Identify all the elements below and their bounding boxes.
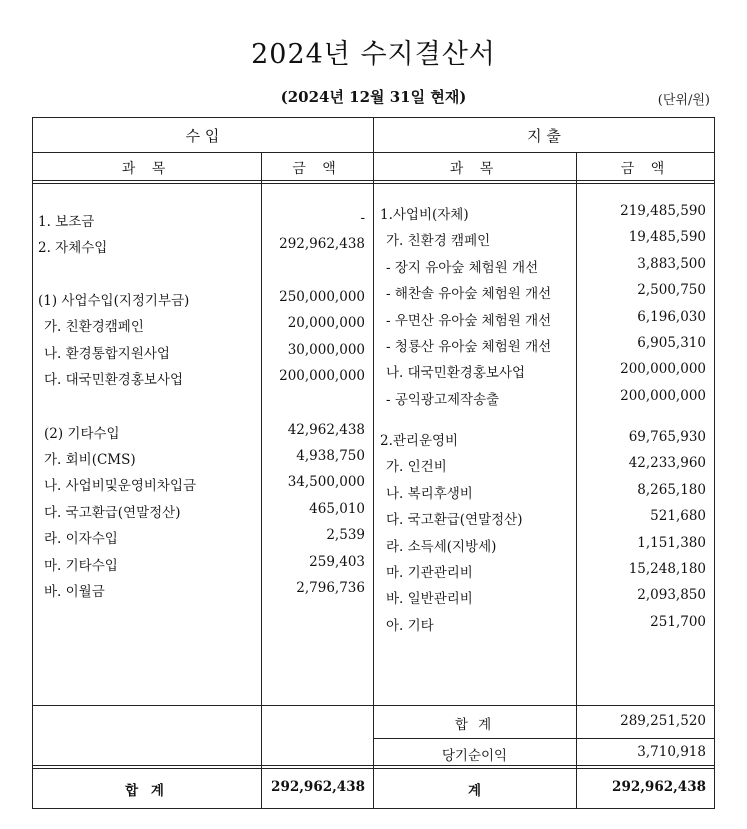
expense-row-amount: 1,151,380 bbox=[637, 535, 706, 551]
income-row-label: 바. 이월금 bbox=[44, 584, 105, 600]
expense-row-amount: 8,265,180 bbox=[637, 482, 706, 498]
expense-row-amount: 19,485,590 bbox=[628, 229, 706, 245]
income-row-amount: 34,500,000 bbox=[287, 474, 365, 490]
expense-header: 지 출 bbox=[527, 127, 561, 145]
expense-amount-header: 금 액 bbox=[620, 161, 671, 177]
expense-row-label: - 장지 유아숲 체험원 개선 bbox=[386, 260, 539, 276]
expense-row-amount: 2,093,850 bbox=[637, 587, 706, 603]
expense-row-amount: 15,248,180 bbox=[628, 561, 706, 577]
income-row-label: 나. 사업비및운영비차입금 bbox=[44, 478, 197, 494]
expense-row-amount: 69,765,930 bbox=[628, 429, 706, 445]
document-subtitle: (2024년 12월 31일 현재) bbox=[280, 88, 467, 106]
net-income-label: 당기순이익 bbox=[441, 748, 508, 764]
income-header: 수 입 bbox=[185, 127, 220, 145]
income-row-amount: 250,000,000 bbox=[279, 289, 365, 305]
income-total-label: 합 계 bbox=[125, 783, 168, 799]
income-row-amount: 4,938,750 bbox=[296, 448, 365, 464]
income-row-label: 2. 자체수입 bbox=[38, 240, 108, 256]
income-amount-divider bbox=[261, 152, 262, 809]
income-row-label: (2) 기타수입 bbox=[44, 426, 120, 442]
expense-row-label: 가. 친환경 캠페인 bbox=[386, 233, 491, 249]
expense-row-label: 바. 일반관리비 bbox=[386, 591, 473, 607]
income-row-label: 나. 환경통합지원사업 bbox=[44, 346, 170, 362]
expense-item-header: 과 목 bbox=[449, 161, 500, 177]
expense-total-label: 계 bbox=[467, 783, 482, 799]
expense-row-label: 1.사업비(자체) bbox=[380, 207, 469, 223]
income-amount-header: 금 액 bbox=[292, 161, 342, 177]
expense-row-label: 가. 인건비 bbox=[386, 459, 447, 475]
income-row-amount: 2,796,736 bbox=[296, 580, 365, 596]
income-row-amount: 30,000,000 bbox=[287, 342, 365, 358]
document-title: 2024년 수지결산서 bbox=[251, 39, 496, 70]
income-row-amount: 292,962,438 bbox=[279, 236, 365, 252]
expense-row-label: 나. 복리후생비 bbox=[386, 486, 473, 502]
income-row-label: 라. 이자수입 bbox=[44, 531, 118, 547]
expense-subtotal-amount: 289,251,520 bbox=[620, 713, 706, 729]
income-row-label: 가. 회비(CMS) bbox=[44, 452, 136, 468]
income-row-amount: 200,000,000 bbox=[279, 368, 365, 384]
expense-row-label: 나. 대국민환경홍보사업 bbox=[386, 365, 525, 381]
expense-row-amount: 200,000,000 bbox=[620, 388, 706, 404]
expense-row-label: 다. 국고환급(연말정산) bbox=[386, 512, 523, 528]
income-row-label: 다. 국고환급(연말정산) bbox=[44, 505, 181, 521]
expense-row-amount: 251,700 bbox=[650, 614, 706, 630]
expense-row-amount: 521,680 bbox=[650, 508, 706, 524]
expense-row-label: 아. 기타 bbox=[386, 618, 434, 634]
income-row-amount: - bbox=[360, 210, 365, 226]
expense-row-label: 2.관리운영비 bbox=[380, 433, 459, 449]
expense-total-amount: 292,962,438 bbox=[612, 779, 706, 795]
expense-row-amount: 219,485,590 bbox=[620, 203, 706, 219]
income-item-header: 과 목 bbox=[121, 161, 172, 177]
expense-row-amount: 6,196,030 bbox=[637, 309, 706, 325]
center-divider bbox=[373, 117, 374, 809]
subtotal-divider bbox=[373, 738, 715, 739]
income-row-amount: 465,010 bbox=[309, 501, 365, 517]
expense-row-label: 마. 기관관리비 bbox=[386, 565, 473, 581]
expense-subtotal-label: 합 계 bbox=[454, 717, 495, 733]
net-income-amount: 3,710,918 bbox=[637, 744, 706, 760]
income-row-amount: 259,403 bbox=[309, 554, 365, 570]
expense-amount-divider bbox=[576, 152, 577, 809]
expense-row-amount: 6,905,310 bbox=[637, 335, 706, 351]
income-row-label: 1. 보조금 bbox=[38, 214, 95, 230]
income-row-label: (1) 사업수입(지정기부금) bbox=[38, 293, 190, 309]
expense-row-label: 라. 소득세(지방세) bbox=[386, 539, 497, 555]
expense-row-amount: 3,883,500 bbox=[637, 256, 706, 272]
income-total-amount: 292,962,438 bbox=[271, 779, 365, 795]
income-row-amount: 20,000,000 bbox=[287, 315, 365, 331]
income-row-amount: 42,962,438 bbox=[287, 422, 365, 438]
expense-row-label: - 해찬솔 유아숲 체험원 개선 bbox=[386, 286, 552, 302]
income-row-amount: 2,539 bbox=[326, 527, 365, 543]
expense-row-label: - 우면산 유아숲 체험원 개선 bbox=[386, 313, 552, 329]
expense-row-label: - 청룡산 유아숲 체험원 개선 bbox=[386, 339, 552, 355]
income-row-label: 가. 친환경캠페인 bbox=[44, 319, 144, 335]
income-row-label: 마. 기타수입 bbox=[44, 558, 118, 574]
unit-label: (단위/원) bbox=[657, 93, 710, 108]
income-row-label: 다. 대국민환경홍보사업 bbox=[44, 372, 183, 388]
expense-row-amount: 42,233,960 bbox=[628, 455, 706, 471]
expense-row-label: - 공익광고제작송출 bbox=[386, 392, 500, 408]
expense-row-amount: 2,500,750 bbox=[637, 282, 706, 298]
expense-row-amount: 200,000,000 bbox=[620, 361, 706, 377]
